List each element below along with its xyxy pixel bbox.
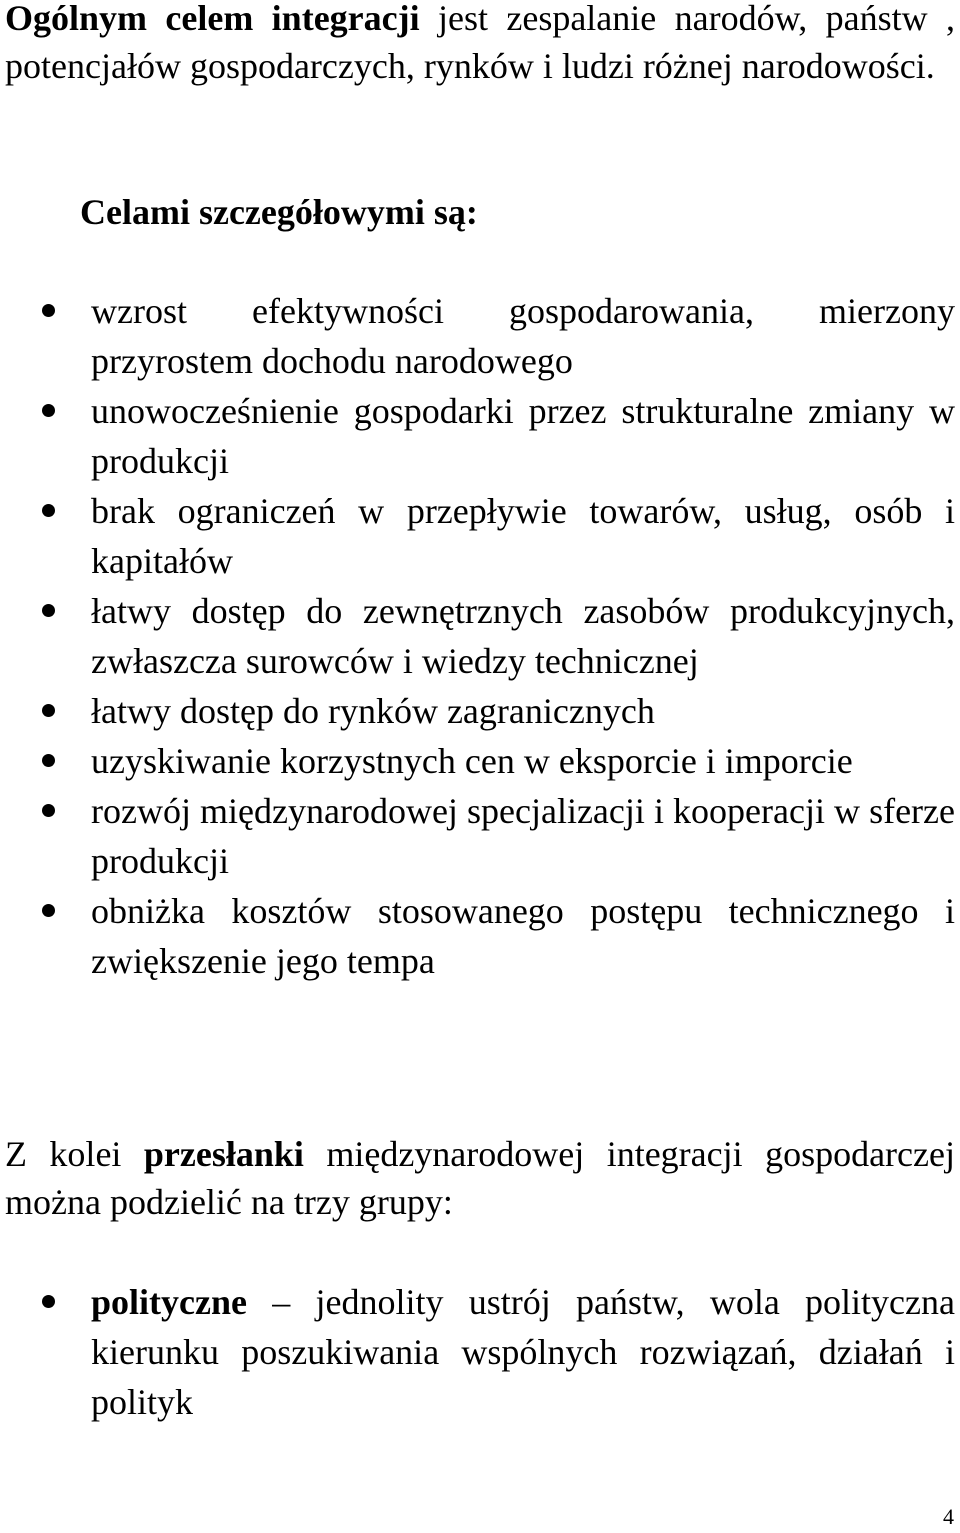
group-dash: – xyxy=(246,1282,316,1322)
goals-list xyxy=(0,286,960,986)
bullet-icon xyxy=(42,604,55,617)
list-item: unowocześnienie gospodarki przez strukturalne zmiany w produkcji xyxy=(0,386,955,486)
list-item: wzrost efektywności gospodarowania, mierzony przyrostem dochodu narodowego xyxy=(0,286,955,386)
intro-paragraph xyxy=(5,0,955,90)
intro-bold: Ogólnym celem integracji xyxy=(5,0,420,38)
bullet-icon xyxy=(42,404,55,417)
list-item: rozwój międzynarodowej specjalizacji i kooperacji w sferze produkcji xyxy=(0,786,955,886)
page-number: 4 xyxy=(943,1504,954,1529)
groups-list xyxy=(0,1277,960,1427)
list-item: łatwy dostęp do zewnętrznych zasobów produkcyjnych, zwłaszcza surowców i wiedzy technicznej xyxy=(0,586,955,686)
premises-paragraph xyxy=(5,1130,955,1226)
premises-after: międzynarodowej integracji gospodarczej można podzielić na trzy grupy: xyxy=(5,1134,955,1222)
bullet-icon xyxy=(42,304,55,317)
premises-bold: przesłanki xyxy=(143,1134,304,1174)
list-item: brak ograniczeń w przepływie towarów, usług, osób i kapitałów xyxy=(0,486,955,586)
bullet-icon xyxy=(42,904,55,917)
bullet-icon xyxy=(42,754,55,767)
bullet-icon xyxy=(42,704,55,717)
group-label: polityczne xyxy=(91,1282,247,1322)
bullet-icon xyxy=(42,804,55,817)
list-item: obniżka kosztów stosowanego postępu technicznego i zwiększenie jego tempa xyxy=(0,886,955,986)
list-item: uzyskiwanie korzystnych cen w eksporcie i imporcie xyxy=(0,736,955,786)
bullet-icon xyxy=(42,1295,55,1308)
list-item xyxy=(0,1277,955,1427)
bullet-icon xyxy=(42,504,55,517)
intro-text: jest zespalanie narodów, państw , potencjałów gospodarczych, rynków i ludzi różnej narodowości. xyxy=(5,0,955,86)
premises-before: Z kolei xyxy=(5,1134,144,1174)
goals-heading: Celami szczegółowymi są: xyxy=(80,192,478,232)
list-item: łatwy dostęp do rynków zagranicznych xyxy=(0,686,955,736)
group-text: jednolity ustrój państw, wola polityczna kierunku poszukiwania wspólnych rozwiązań, działań i polityk xyxy=(91,1282,955,1422)
